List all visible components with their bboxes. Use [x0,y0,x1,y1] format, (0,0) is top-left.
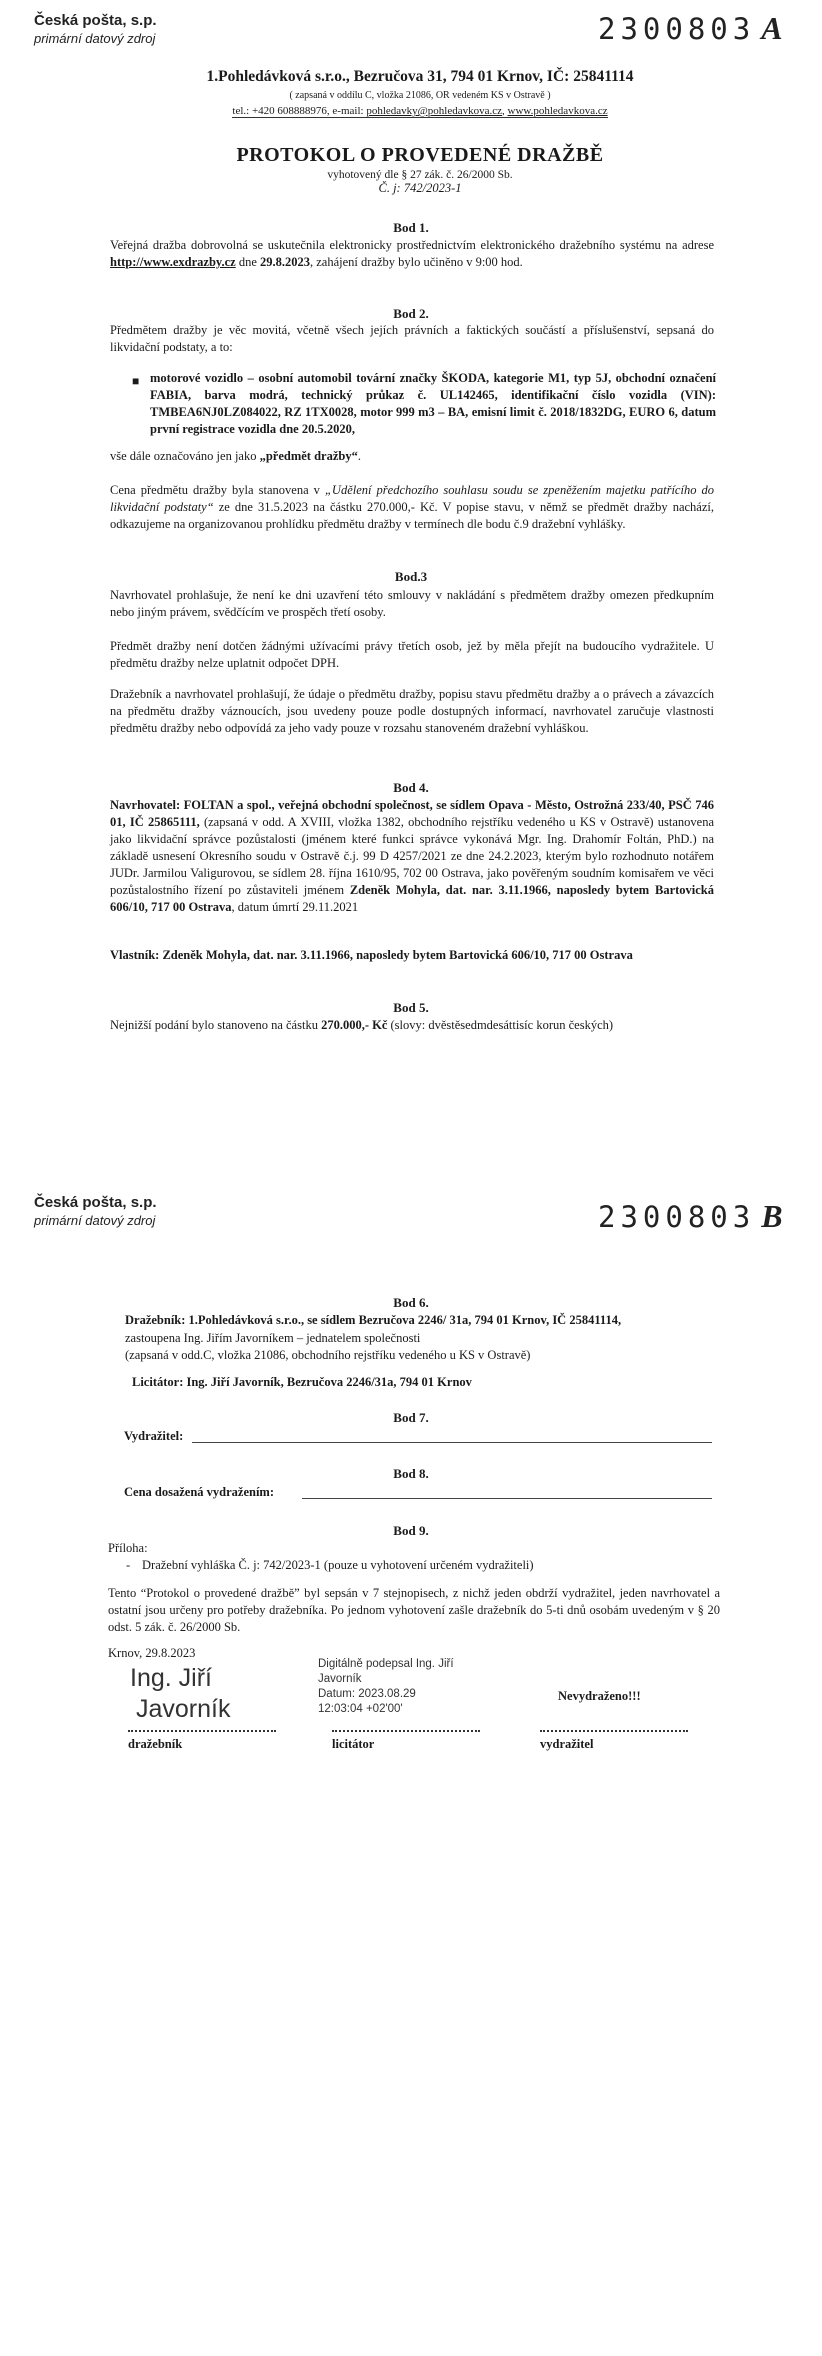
bod6-heading: Bod 6. [393,1295,429,1310]
final-price-label: Cena dosažená vydražením: [124,1485,274,1499]
auctioneer-role: dražebník [128,1737,183,1751]
bod2-heading: Bod 2. [393,306,429,321]
doc-number: 2300803 [598,1200,756,1234]
auction-url-link[interactable]: http://www.exdrazby.cz [110,255,236,269]
company-contact: tel.: +420 608888976, e-mail: pohledavky@pohledavkova.cz, www.pohledavkova.cz [232,105,608,117]
signature-line-2: Javorník [136,1695,231,1723]
bod4-owner: Vlastník: Zdeněk Mohyla, dat. nar. 3.11.1966, naposledy bytem Bartovická 606/10, 717 00 Ostrava [110,948,633,962]
bod6-licitator: Licitátor: Ing. Jiří Javorník, Bezručova 2246/31a, 794 01 Krnov [132,1375,472,1389]
buyer-label: Vydražitel: [124,1429,184,1443]
handwritten-signature [130,1663,230,1725]
bod3-p2: Předmět dražby není dotčen žádnými užívacími právy třetích osob, jež by měla přejít na budoucího vydražitele. U předmětu dražby nelze uplatnit odpočet DPH. [110,639,714,670]
signature-line-1: Ing. Jiří [130,1664,212,1692]
post-stamp-page2 [34,1194,157,1229]
licitator-signature-line [332,1730,480,1732]
bod1-heading: Bod 1. [393,220,429,235]
bod9-heading: Bod 9. [393,1523,429,1538]
case-number: Č. j: 742/2023-1 [378,181,462,195]
bod5-heading: Bod 5. [393,1000,429,1015]
buyer-role: vydražitel [540,1737,594,1751]
buyer-field[interactable] [192,1442,712,1443]
company-registration: ( zapsaná v oddílu C, vložka 21086, OR vedeném KS v Ostravě ) [289,90,551,101]
title-block [100,144,740,196]
bod3-p3: Dražebník a navrhovatel prohlašují, že údaje o předmětu dražby, popisu stavu předmětu dražby a o právech a závazcích na předmětu dražby váznoucích, jsou uvedeny pouze podle dostupných informací, navrhovatel zaručuje vlastnosti předmětu dražby nebo odpovídá za jeho vady pouze v rozsahu stanoveném dražební vyhláškou. [110,687,714,735]
company-web-link[interactable]: www.pohledavkova.cz [507,105,608,117]
doc-number: 2300803 [598,12,756,46]
bod3-p1: Navrhovatel prohlašuje, že není ke dni uzavření této smlouvy v nakládání s předmětem dražby omezen předkupním nebo jiným právem, svědčícím ve prospěch třetí osoby. [110,588,714,619]
bod6-line1: Dražebník: 1.Pohledávková s.r.o., se sídlem Bezručova 2246/ 31a, 794 01 Krnov, IČ 25841114, [125,1313,622,1327]
bod2-label: vše dále označováno jen jako „předmět dražby“. [110,449,361,463]
company-line: 1.Pohledávková s.r.o., Bezručova 31, 794 01 Krnov, IČ: 25841114 [206,68,634,85]
auctioneer-signature-line [128,1730,276,1732]
company-header [120,68,720,119]
doc-suffix: A [761,10,783,46]
doc-number-page1 [598,10,783,47]
bod6-line3: (zapsaná v odd.C, vložka 21086, obchodního rejstříku vedeného u KS v Ostravě) [125,1348,531,1362]
bod3-heading: Bod.3 [394,569,428,584]
buyer-signature-line [540,1730,688,1732]
page-subtitle: vyhotovený dle § 27 zák. č. 26/2000 Sb. [327,169,513,181]
attachment-dash: - [126,1558,131,1572]
page-title: PROTOKOL O PROVEDENÉ DRAŽBĚ [236,144,604,166]
attachment-item: Dražební vyhláška Č. j: 742/2023-1 (pouze u vyhotovení určeném vydražiteli) [142,1558,534,1572]
attachment-label: Příloha: [108,1541,148,1555]
bod4-heading: Bod 4. [393,780,429,795]
final-price-field[interactable] [302,1498,712,1499]
not-auctioned-note: Nevydraženo!!! [558,1689,641,1703]
copies-text: Tento “Protokol o provedené dražbě” byl sepsán v 7 stejnopisech, z nichž jeden obdrží vydražitel, jeden navrhovatel a ostatní jsou určeny pro potřeby dražebníka. Po jednom vyhotovení zašle dražebník do 5-ti dnů osobám uvedeným v § 20 odst. 5 zák. č. 26/2000 Sb. [108,1586,720,1634]
company-email-link[interactable]: pohledavky@pohledavkova.cz [366,105,502,117]
doc-suffix: B [761,1198,783,1234]
stamp-subtitle: primární datový zdroj [34,30,156,46]
stamp-name: Česká pošta, s.p. [34,1194,157,1211]
auction-date: 29.8.2023 [260,255,310,269]
place-date: Krnov, 29.8.2023 [108,1646,196,1660]
bod5-text: Nejnižší podání bylo stanoveno na částku 270.000,- Kč (slovy: dvěstěsedmdesáttisíc korun českých) [110,1018,614,1032]
bod7-heading: Bod 7. [393,1410,429,1425]
bod2-intro: Předmětem dražby je věc movitá, včetně všech jejích právních a faktických součástí a příslušenství, sepsaná do likvidační podstaty, a to: [110,323,714,354]
post-stamp-page1 [34,12,157,47]
bod4-text: Navrhovatel: FOLTAN a spol., veřejná obchodní společnost, se sídlem Opava - Město, Ostrožná 233/40, PSČ 746 01, IČ 25865111, (zapsaná v odd. A XVIII, vložka 1382, obchodního rejstříku vedeného u KS v Ostravě) ustanovena jako likvidační správce pozůstalosti (jménem které funkci správce vykonává Mgr. Ing. Drahomír Foltán, PhD.) na základě usnesení Okresního soudu v Ostravě č.j. 99 D 4257/2021 ze dne 24.2.2023, kterým bylo rozhodnuto notářem JUDr. Jarmilou Valigurovou, se sídlem 28. října 1610/95, 702 00 Ostrava, jako pověřeným soudním komisařem ve věci pozůstalostního řízení po zůstaviteli jménem Zdeněk Mohyla, dat. nar. 3.11.1966, naposledy bytem Bartovická 606/10, 717 00 Ostrava, datum úmrtí 29.11.2021 [110,798,715,914]
stamp-name: Česká pošta, s.p. [34,12,157,29]
bullet-icon: ■ [132,374,140,388]
stamp-subtitle: primární datový zdroj [34,1212,156,1228]
licitator-role: licitátor [332,1737,375,1751]
digital-signature: Digitálně podepsal Ing. Jiří Javorník Datum: 2023.08.29 12:03:04 +02'00' [318,1658,454,1715]
bod2-price: Cena předmětu dražby byla stanovena v „Udělení předchozího souhlasu soudu se zpeněžením majetku patřícího do likvidační podstaty“ ze dne 31.5.2023 na částku 270.000,- Kč. V popise stavu, v němž se předmět dražby nachází, odkazujeme na organizovanou prohlídku předmětu dražby v termínech dle bodu č.9 dražební vyhlášky. [110,483,714,531]
bod6-line2: zastoupena Ing. Jiřím Javorníkem – jednatelem společnosti [125,1331,421,1345]
bod8-heading: Bod 8. [393,1466,429,1481]
minimum-bid: 270.000,- Kč [321,1018,388,1032]
doc-number-page2 [598,1198,783,1235]
bod1-text: Veřejná dražba dobrovolná se uskutečnila elektronicky prostřednictvím elektronického dražebního systému na adrese http://www.exdrazby.cz dne 29.8.2023, zahájení dražby bylo učiněno v 9:00 hod. [110,238,714,269]
bod2-item: motorové vozidlo – osobní automobil tovární značky ŠKODA, kategorie M1, typ 5J, obchodní označení FABIA, barva modrá, technický průkaz č. UL142465, identifikační číslo vozidla (VIN): TMBEA6NJ0LZ084022, RZ 1TX0028, motor 999 m3 – BA, emisní limit č. 2018/1832DG, EURO 6, datum první registrace vozidla dne 20.5.2020, [150,371,716,436]
